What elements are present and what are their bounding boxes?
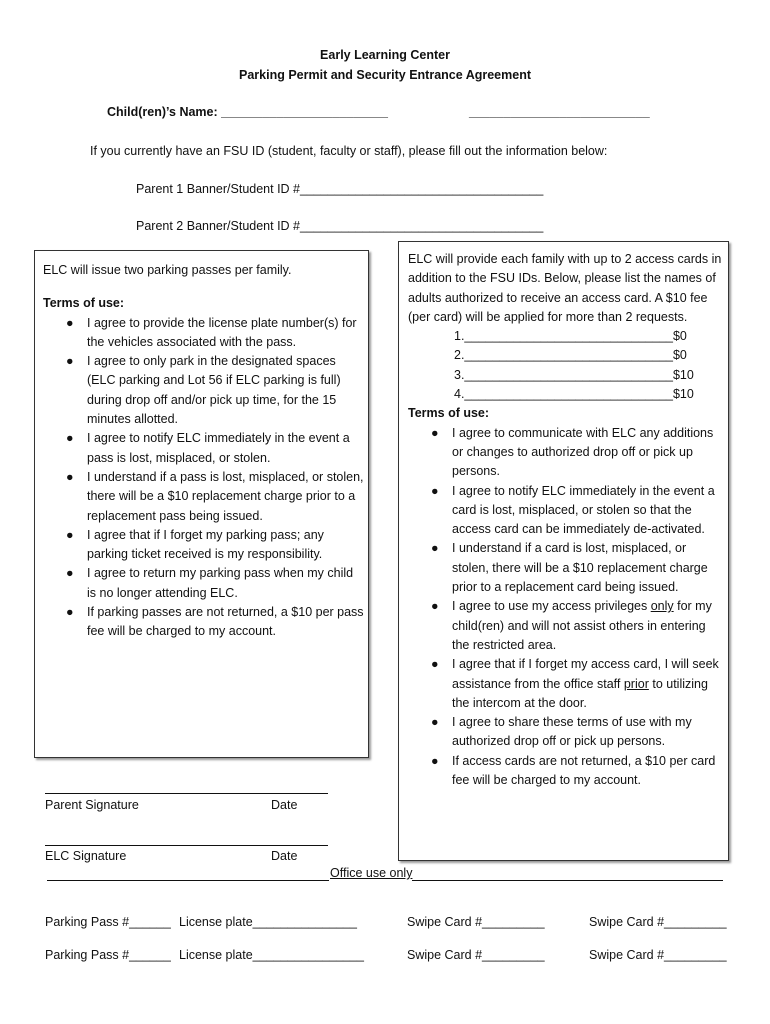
list-item: ● I understand if a pass is lost, misplaced, or stolen, there will be a $10 replacement charge prior to a replacement pass being issued.: [66, 469, 364, 523]
parking-pass-box: [34, 250, 369, 758]
parking-terms-heading: Terms of use:: [43, 296, 125, 311]
child-name-field[interactable]: Child(ren)’s Name: ________________________: [107, 105, 388, 119]
swipe-card-field-2[interactable]: Swipe Card #_________: [589, 915, 727, 929]
card-fee: $10: [672, 367, 694, 382]
card-fee: $0: [672, 348, 687, 363]
list-item: ● I agree to use my access privileges only for my child(ren) and will not assist others in entering the restricted area.: [431, 599, 712, 652]
parking-pass-field-1[interactable]: Parking Pass #______: [45, 915, 171, 929]
access-terms-heading: Terms of use:: [408, 406, 490, 421]
list-item: ● I agree to notify ELC immediately in the event a card is lost, misplaced, or stolen so that the access card can be immediately de-activated.: [431, 483, 715, 537]
document-subtitle: Parking Permit and Security Entrance Agreement: [239, 68, 531, 82]
parking-intro: ELC will issue two parking passes per family.: [43, 263, 292, 277]
list-item: ● I agree to communicate with ELC any additions or changes to authorized drop off or pick up persons.: [431, 425, 714, 479]
bullet-icon: ●: [431, 657, 439, 672]
bullet-icon: ●: [66, 431, 74, 446]
office-divider-left: [47, 880, 329, 881]
list-item: ● I agree to provide the license plate number(s) for the vehicles associated with the pass.: [66, 315, 357, 349]
bullet-icon: ●: [431, 541, 439, 556]
authorized-adult-row[interactable]: 3.______________________________ $10: [454, 366, 724, 385]
bullet-icon: ●: [431, 425, 439, 440]
parking-pass-field-2[interactable]: Parking Pass #______: [45, 948, 171, 962]
parent-date-label: Date: [271, 798, 298, 812]
office-use-label: Office use only: [330, 866, 413, 880]
swipe-card-field-4[interactable]: Swipe Card #_________: [589, 948, 727, 962]
list-item: ● If parking passes are not returned, a $10 per pass fee will be charged to my account.: [66, 605, 364, 639]
office-divider-right: [412, 880, 723, 881]
authorized-adults-list: [408, 327, 724, 404]
bullet-icon: ●: [431, 753, 439, 768]
list-item: ● I agree that if I forget my parking pass; any parking ticket received is my responsibility.: [66, 527, 324, 562]
list-item: ● I agree to share these terms of use with my authorized drop off or pick up persons.: [431, 715, 692, 749]
card-fee: $10: [672, 387, 694, 402]
elc-signature-label: ELC Signature: [45, 849, 127, 863]
bullet-icon: ●: [66, 566, 74, 581]
authorized-adult-row[interactable]: 2.______________________________ $0: [454, 346, 724, 365]
card-fee: $0: [672, 329, 687, 344]
bullet-icon: ●: [431, 715, 439, 730]
list-item: ● I agree to only park in the designated spaces (ELC parking and Lot 56 if ELC parking is full) during drop off and/or pick up time, for the 15 minutes allotted.: [66, 354, 341, 427]
fsu-id-instructions: If you currently have an FSU ID (student, faculty or staff), please fill out the information below:: [90, 144, 608, 158]
list-item: ● I agree to notify ELC immediately in the event a pass is lost, misplaced, or stolen.: [66, 431, 350, 465]
parent-signature-line[interactable]: [45, 793, 328, 794]
elc-signature-line[interactable]: [45, 845, 328, 846]
swipe-card-field-1[interactable]: Swipe Card #_________: [407, 915, 545, 929]
parking-terms-list: [43, 314, 364, 642]
child-name-field-2[interactable]: __________________________: [469, 105, 650, 119]
bullet-icon: ●: [431, 599, 439, 614]
bullet-icon: ●: [66, 527, 74, 542]
license-plate-field-1[interactable]: License plate_______________: [179, 915, 357, 929]
parent-signature-label: Parent Signature: [45, 798, 139, 812]
list-item: ● I understand if a card is lost, misplaced, or stolen, there will be a $10 replacement charge prior to a replacement card being issued.: [431, 541, 708, 595]
access-terms-list: [408, 424, 724, 791]
license-plate-field-2[interactable]: License plate________________: [179, 948, 364, 962]
access-intro: ELC will provide each family with up to 2 access cards in addition to the FSU IDs. Below, please list the names of adults authorized to receive an access card. A $10 fee (per card) will be applied for more than 2 requests.: [408, 252, 722, 324]
document-title: Early Learning Center: [320, 48, 450, 62]
swipe-card-field-3[interactable]: Swipe Card #_________: [407, 948, 545, 962]
parent2-id-field[interactable]: Parent 2 Banner/Student ID #___________________________________: [136, 219, 544, 233]
parent1-id-field[interactable]: Parent 1 Banner/Student ID #___________________________________: [136, 182, 544, 196]
bullet-icon: ●: [66, 315, 74, 330]
authorized-adult-row[interactable]: 4.______________________________ $10: [454, 385, 724, 404]
list-item: ● I agree that if I forget my access card, I will seek assistance from the office staff prior to utilizing the intercom at the door.: [431, 657, 719, 710]
bullet-icon: ●: [66, 605, 74, 620]
access-card-box: [398, 241, 729, 861]
elc-date-label: Date: [271, 849, 298, 863]
bullet-icon: ●: [431, 483, 439, 498]
authorized-adult-row[interactable]: 1.______________________________ $0: [454, 327, 724, 346]
bullet-icon: ●: [66, 469, 74, 484]
bullet-icon: ●: [66, 354, 74, 369]
list-item: ● If access cards are not returned, a $10 per card fee will be charged to my account.: [431, 753, 716, 788]
list-item: ● I agree to return my parking pass when my child is no longer attending ELC.: [66, 566, 354, 600]
